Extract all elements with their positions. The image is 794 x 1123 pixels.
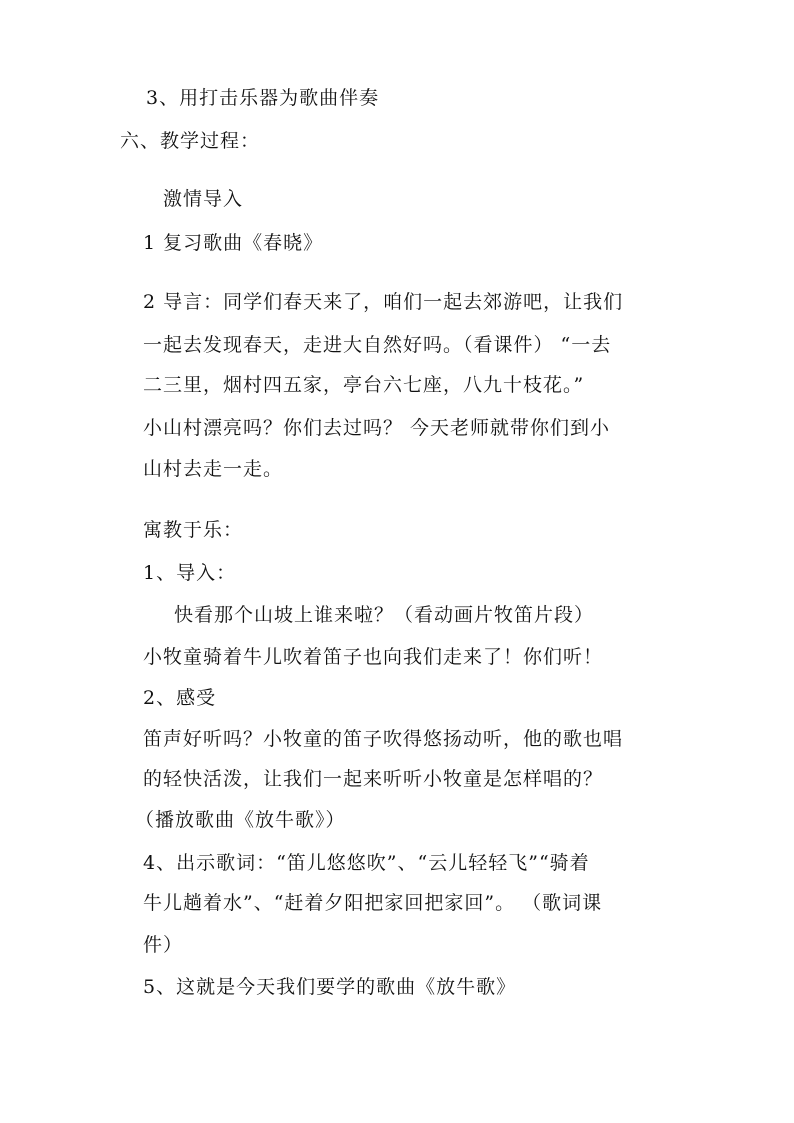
text-line: 1、导入： (143, 562, 237, 584)
subsection-heading: 激情导入 (163, 188, 244, 210)
text-line: 的轻快活泼，让我们一起来听听小牧童是怎样唱的？ (143, 768, 604, 790)
text-line: 快看那个山坡上谁来啦？（看动画片牧笛片段） (174, 604, 595, 626)
text-line: （播放歌曲《放牛歌》） (135, 809, 346, 831)
text-line: 4、出示歌词：“笛儿悠悠吹”、“云儿轻轻飞”“骑着 (143, 852, 590, 874)
text-line: 件） (143, 934, 184, 956)
text-line: 1 复习歌曲《春晓》 (143, 232, 324, 254)
text-line: 小牧童骑着牛儿吹着笛子也向我们走来了！你们听！ (143, 646, 604, 668)
text-line: 3、用打击乐器为歌曲伴奏 (146, 87, 380, 109)
text-line: 2 导言：同学们春天来了，咱们一起去郊游吧，让我们 (143, 291, 624, 313)
text-line: 一起去发现春天，走进大自然好吗。（看课件） “一去 (143, 334, 612, 356)
subsection-heading: 寓教于乐： (143, 519, 244, 541)
text-line: 山村去走一走。 (143, 458, 284, 480)
section-heading: 六、教学过程： (120, 130, 261, 152)
text-line: 笛声好听吗？小牧童的笛子吹得悠扬动听，他的歌也唱 (143, 728, 624, 750)
text-line: 小山村漂亮吗？你们去过吗？ 今天老师就带你们到小 (143, 417, 611, 439)
text-line: 牛儿趟着水”、“赶着夕阳把家回把家回”。 （歌词课 (143, 892, 603, 914)
text-line: 2、感受 (143, 687, 217, 709)
text-line: 二三里，烟村四五家，亭台六七座，八九十枝花。” (143, 374, 585, 396)
text-line: 5、这就是今天我们要学的歌曲《放牛歌》 (143, 976, 517, 998)
